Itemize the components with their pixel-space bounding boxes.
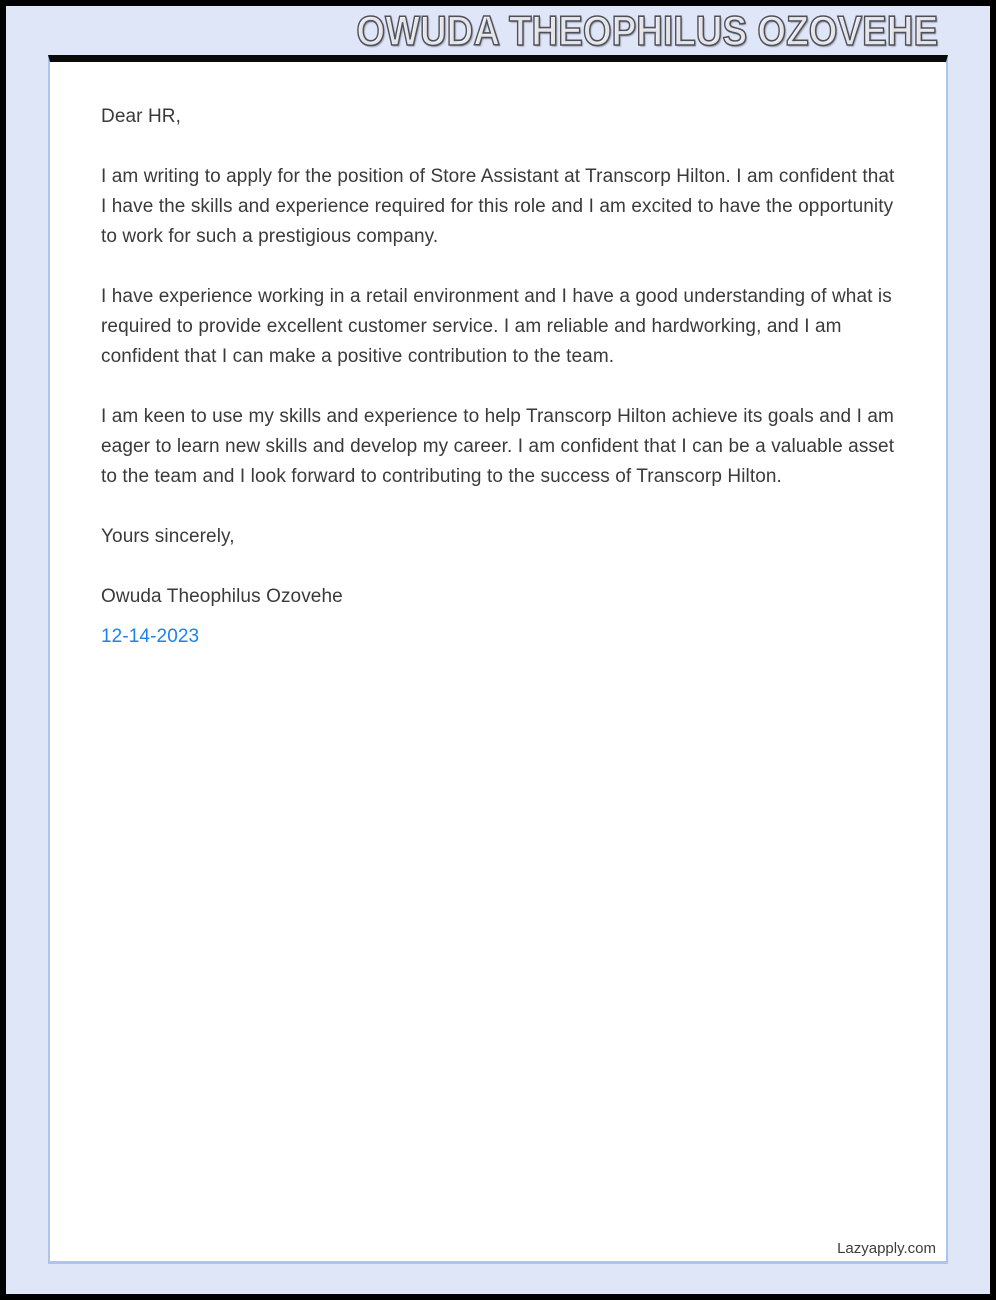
watermark-link[interactable]: Lazyapply.com [837,1240,936,1257]
header-name: OWUDA THEOPHILUS OZOVEHE [356,7,938,54]
letter-body [101,102,898,652]
closing: Yours sincerely, [101,526,235,547]
letter-page [48,55,948,1264]
paragraph-3: I am keen to use my skills and experience to help Transcorp Hilton achieve its goals and I am eager to learn new skills and develop my career. I am confident that I can be a valuable asset to the team and I look forward to contributing to the success of Transcorp Hilton. [101,406,895,487]
paragraph-2: I have experience working in a retail environment and I have a good understanding of what is required to provide excellent customer service. I am reliable and hardworking, and I am confident that I can make a positive contribution to the team. [101,286,892,367]
signature-name: Owuda Theophilus Ozovehe [101,586,343,607]
date-link[interactable]: 12-14-2023 [101,626,200,647]
letterhead [6,6,990,55]
paragraph-1: I am writing to apply for the position of Store Assistant at Transcorp Hilton. I am confident that I have the skills and experience required for this role and I am excited to have the opportunity to work for such a prestigious company. [101,166,895,247]
salutation: Dear HR, [101,106,181,127]
